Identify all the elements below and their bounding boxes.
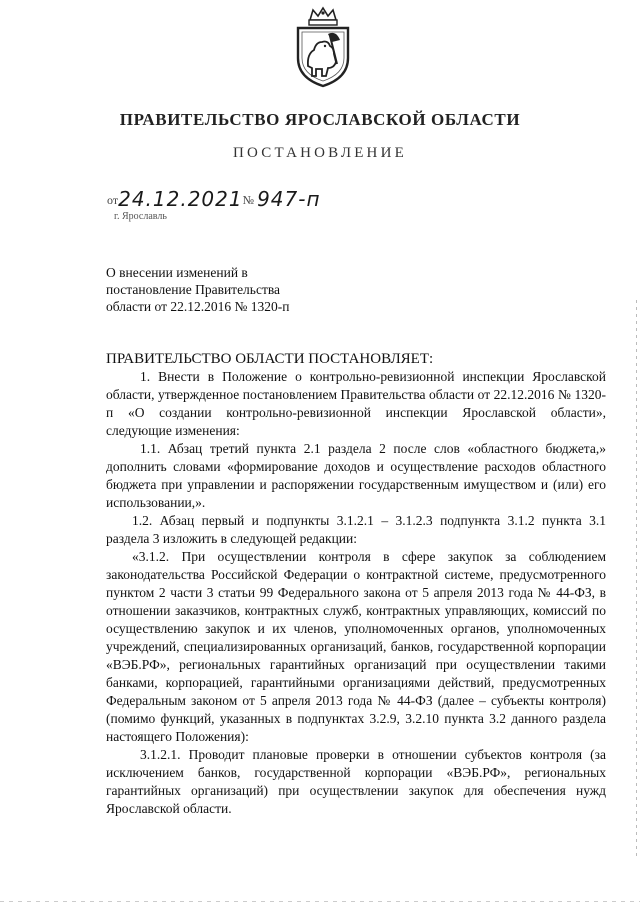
coat-of-arms-emblem: [290, 6, 356, 90]
paragraph-1-2: 1.2. Абзац первый и подпункты 3.1.2.1 – 3.1.2.3 подпункта 3.1.2 пункта 3.1 раздела 3 изложить в следующей редакции:: [106, 513, 606, 546]
city-label: г. Ярославль: [114, 211, 167, 222]
subject-line: постановление Правительства: [106, 282, 281, 297]
subject-line: О внесении изменений в: [106, 265, 248, 280]
paragraph-3-1-2-1: 3.1.2.1. Проводит плановые проверки в отношении субъектов контроля (за исключением банков, государственной корпорации «ВЭБ.РФ», региональных гарантийных организаций) при осуществлении закупок для обеспечения нужд Ярославской области.: [106, 747, 606, 816]
handwritten-number: 947-п: [257, 187, 321, 211]
document-type-title: ПОСТАНОВЛЕНИЕ: [233, 145, 407, 161]
government-title: ПРАВИТЕЛЬСТВО ЯРОСЛАВСКОЙ ОБЛАСТИ: [119, 110, 521, 129]
scan-edge-artifact: [636, 300, 637, 860]
number-prefix: №: [242, 193, 255, 207]
resolution-heading: ПРАВИТЕЛЬСТВО ОБЛАСТИ ПОСТАНОВЛЯЕТ:: [106, 351, 434, 367]
date-prefix: от: [107, 193, 119, 207]
scan-bottom-artifact: [0, 901, 640, 902]
handwritten-date: 24.12.2021: [118, 187, 243, 211]
document-body: [106, 350, 606, 818]
date-number-line: [107, 187, 321, 211]
subject-line: области от 22.12.2016 № 1320-п: [106, 299, 290, 314]
paragraph-1-1: 1.1. Абзац третий пункта 2.1 раздела 2 после слов «областного бюджета,» дополнить словами «формирование доходов и осуществление расходов областного бюджета при управлении и распоряжении государственным имуществом и (или) его использовании,».: [106, 441, 606, 510]
document-subject: [106, 264, 289, 315]
paragraph-3-1-2: «3.1.2. При осуществлении контроля в сфере закупок за соблюдением законодательства Российской Федерации о контрактной системе, предусмотренного пунктом 2 части 3 статьи 99 Федерального закона от 5 апреля 2013 года № 44-ФЗ, в отношении заказчиков, контрактных служб, контрактных управляющих, комиссий по осуществлению закупок и их членов, уполномоченных органов, уполномоченных учреждений, специализированных организаций, банков, государственной корпорации «ВЭБ.РФ», региональных гарантийных организаций при осуществлении такими банками, корпорацией, гарантийными организациями действий, предусмотренных Федеральным законом от 5 апреля 2013 года № 44-ФЗ (далее – субъекты контроля) (помимо функций, указанных в подпунктах 3.2.9, 3.2.10 пункта 3.2 данного раздела настоящего Положения):: [106, 549, 606, 744]
paragraph-1: 1. Внести в Положение о контрольно-ревизионной инспекции Ярославской области, утвержденное постановлением Правительства области от 22.12.2016 № 1320-п «О создании контрольно-ревизионной инспекции Ярославской области», следующие изменения:: [106, 369, 606, 438]
